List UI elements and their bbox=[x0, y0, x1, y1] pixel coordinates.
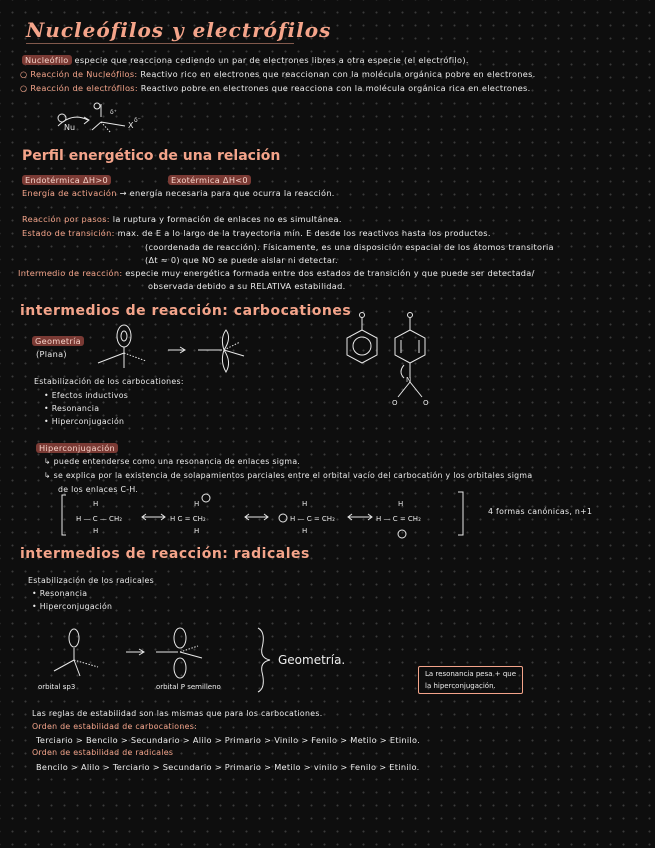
def-rx-nucleofilos: ○ Reacción de Nucleófilos: Reactivo rico en electrones que reaccionan con la molécula orgánica pobre en electrones. bbox=[20, 69, 536, 79]
list-item: • Resonancia bbox=[44, 404, 100, 413]
svg-text:H: H bbox=[194, 500, 200, 508]
orden-rad-heading: Orden de estabilidad de radicales bbox=[32, 748, 174, 757]
orbital-sp3-label: orbital sp3 bbox=[38, 683, 76, 691]
activacion-line: Energía de activación → energía necesaria para que ocurra la reacción. bbox=[22, 188, 335, 198]
sn2-nu-label: Nu bbox=[64, 123, 76, 132]
svg-text:H — C = CH₂: H — C = CH₂ bbox=[290, 515, 335, 523]
svg-text:O: O bbox=[392, 399, 398, 407]
resonancia-note: La resonancia pesa + que la hiperconjugación. bbox=[418, 666, 523, 694]
hiper-line3: de los enlaces C-H. bbox=[58, 485, 139, 494]
hiper-line2: ↳ se explica por la existencia de solapamientos parciales entre el orbital vacío del carbocatión y los orbitales sigma bbox=[44, 471, 533, 480]
transicion-line: Estado de transición: max. de E a lo largo de la trayectoria mín. E desde los reactivos hasta los productos. bbox=[22, 228, 491, 238]
text-rx-electrofilos: Reactivo pobre en electrones que reacciona con la molécula orgánica rica en electrones. bbox=[140, 83, 531, 93]
plana-label: (Plana) bbox=[36, 349, 67, 359]
list-item: • Efectos inductivos bbox=[44, 391, 129, 400]
svg-text:H: H bbox=[194, 527, 200, 535]
svg-text:H C = CH₂: H C = CH₂ bbox=[170, 515, 206, 523]
estabilizacion-rad: Estabilización de los radicales bbox=[28, 576, 154, 585]
term-nucleofilo: Nucleófilo bbox=[22, 55, 72, 65]
text-rx-nucleofilos: Reactivo rico en electrones que reaccionan con la molécula orgánica pobre en electrones. bbox=[140, 69, 536, 79]
svg-text:O: O bbox=[423, 399, 429, 407]
orden-carbo-heading: Orden de estabilidad de carbocationes: bbox=[32, 722, 197, 731]
formas-canonicas: 4 formas canónicas, n+1 bbox=[488, 507, 593, 516]
svg-text:H — C = CH₂: H — C = CH₂ bbox=[376, 515, 421, 523]
term-rx-nucleofilos: Reacción de Nucleófilos: bbox=[30, 69, 138, 79]
intermedio-line2: observada debido a su RELATIVA estabilidad. bbox=[148, 281, 346, 291]
sn2-dminus: δ⁻ bbox=[134, 117, 141, 124]
geometria-label: Geometría bbox=[32, 336, 84, 346]
svg-text:N: N bbox=[406, 376, 412, 384]
transicion-line2: (coordenada de reacción). Físicamente, es una disposición espacial de los átomos transitoria bbox=[145, 242, 554, 252]
list-item: • Hiperconjugación bbox=[44, 417, 125, 426]
list-item: • Resonancia bbox=[32, 589, 88, 598]
transicion-line3: (Δt ≈ 0) que NO se puede aislar ni detectar. bbox=[145, 255, 338, 265]
geometria-rad-label: Geometría. bbox=[278, 653, 346, 667]
reglas-line: Las reglas de estabilidad son las mismas que para los carbocationes. bbox=[32, 709, 323, 718]
text-nucleofilo: especie que reacciona cediendo un par de electrones libres a otra especie (el electrófilo). bbox=[74, 55, 469, 65]
svg-text:H: H bbox=[93, 500, 99, 508]
page-title: Nucleófilos y electrófilos bbox=[26, 18, 332, 42]
orden-carbo-line: Terciario > Bencilo > Secundario > Alilo > Primario > Vinilo > Fenilo > Metilo > Etinilo. bbox=[36, 735, 421, 745]
svg-text:H — C — CH₂: H — C — CH₂ bbox=[76, 515, 123, 523]
def-rx-electrofilos: ○ Reacción de electrófilos: Reactivo pobre en electrones que reacciona con la molécula orgánica rica en electrones. bbox=[20, 83, 531, 93]
radicales-heading: intermedios de reacción: radicales bbox=[20, 546, 310, 562]
list-item: • Hiperconjugación bbox=[32, 602, 113, 611]
endotermica-label: Endotérmica ΔH>0 bbox=[22, 175, 111, 185]
estabilizacion-carbo: Estabilización de los carbocationes: bbox=[34, 377, 184, 386]
svg-text:H: H bbox=[398, 500, 404, 508]
perfil-heading: Perfil energético de una relación bbox=[22, 148, 281, 164]
intermedio-line: Intermedio de reacción: especie muy energética formada entre dos estados de transición y que puede ser detectada/ bbox=[18, 268, 535, 278]
hiper-line1: ↳ puede entenderse como una resonancia de enlaces sigma. bbox=[44, 457, 301, 466]
orden-rad-line: Bencilo > Alilo > Terciario > Secundario > Primario > Metilo > vinilo > Fenilo > Etinilo. bbox=[36, 762, 420, 772]
sn2-dplus: δ⁺ bbox=[110, 109, 117, 116]
sn2-x-label: X bbox=[128, 121, 134, 130]
svg-text:H: H bbox=[302, 527, 308, 535]
term-rx-electrofilos: Reacción de electrófilos: bbox=[30, 83, 138, 93]
hiperconjugacion-label: Hiperconjugación bbox=[36, 443, 118, 453]
carbocationes-heading: intermedios de reacción: carbocationes bbox=[20, 303, 352, 319]
svg-text:H: H bbox=[302, 500, 308, 508]
exotermica-label: Exotérmica ΔH<0 bbox=[168, 175, 251, 185]
orbital-p-label: orbital P semilleno bbox=[156, 683, 221, 691]
svg-text:H: H bbox=[93, 527, 99, 535]
pasos-line: Reacción por pasos: la ruptura y formación de enlaces no es simultánea. bbox=[22, 214, 342, 224]
